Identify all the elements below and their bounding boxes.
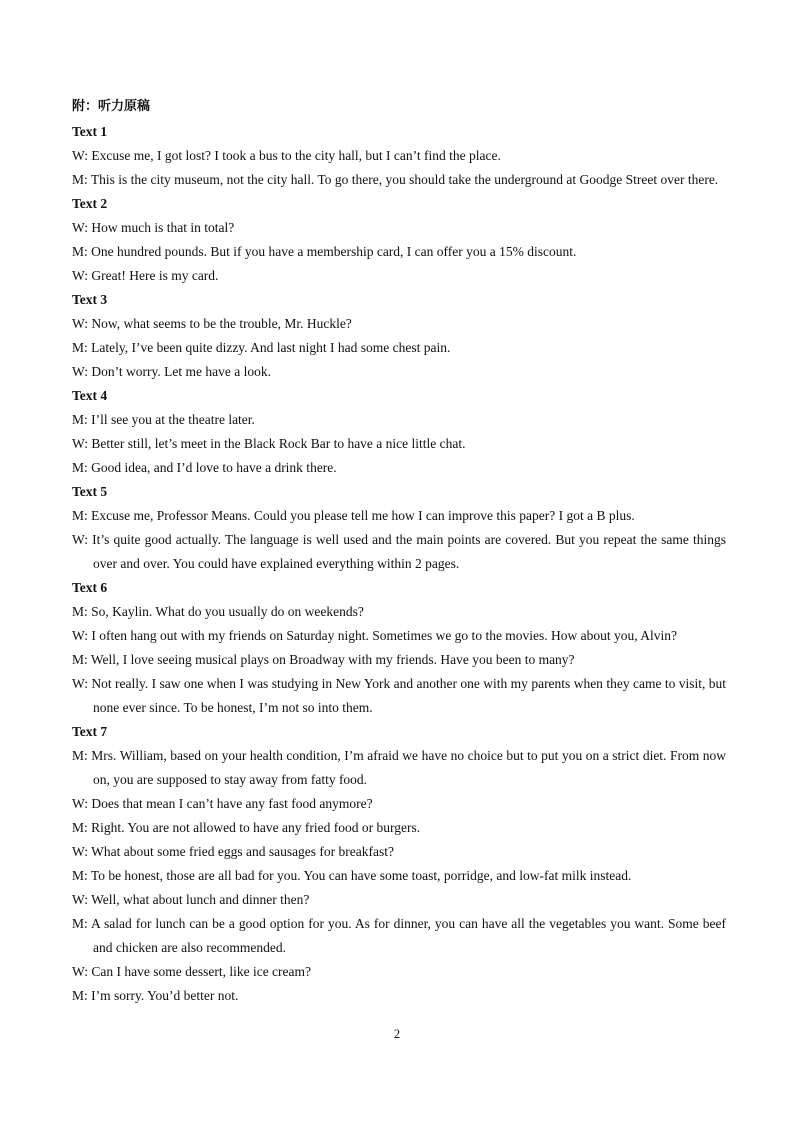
- dialogue-line: W: Excuse me, I got lost? I took a bus to the city hall, but I can’t find the place.: [72, 148, 501, 163]
- dialogue-line: W: Great! Here is my card.: [72, 268, 219, 283]
- transcript-section: [72, 288, 726, 384]
- dialogue-line: M: I’m sorry. You’d better not.: [72, 988, 239, 1003]
- transcript-section: [72, 576, 726, 720]
- dialogue-line: W: What about some fried eggs and sausages for breakfast?: [72, 844, 395, 859]
- dialogue-line: M: I’ll see you at the theatre later.: [72, 412, 255, 427]
- document-body: [72, 96, 726, 1008]
- dialogue-line: W: I often hang out with my friends on Saturday night. Sometimes we go to the movies. How about you, Alvin?: [72, 628, 678, 643]
- dialogue-line: M: This is the city museum, not the city hall. To go there, you should take the underground at Goodge Street over there.: [72, 172, 719, 187]
- dialogue-line: M: One hundred pounds. But if you have a membership card, I can offer you a 15% discount.: [72, 244, 577, 259]
- dialogue-line: W: Not really. I saw one when I was studying in New York and another one with my parents when they came to visit, but none ever since. To be honest, I’m not so into them.: [72, 676, 726, 715]
- transcript-section: [72, 192, 726, 288]
- section-title: Text 6: [72, 580, 108, 595]
- dialogue-line: M: To be honest, those are all bad for you. You can have some toast, porridge, and low-fat milk instead.: [72, 868, 632, 883]
- section-title: Text 3: [72, 292, 108, 307]
- appendix-heading: 附：听力原稿: [72, 99, 151, 114]
- transcript-section: [72, 720, 726, 1008]
- section-title: Text 2: [72, 196, 108, 211]
- transcript-section: [72, 120, 726, 192]
- transcript-section: [72, 480, 726, 576]
- dialogue-line: M: Right. You are not allowed to have any fried food or burgers.: [72, 820, 421, 835]
- dialogue-line: M: Mrs. William, based on your health condition, I’m afraid we have no choice but to put you on a strict diet. From now on, you are supposed to stay away from fatty food.: [72, 748, 726, 787]
- dialogue-line: M: Good idea, and I’d love to have a drink there.: [72, 460, 337, 475]
- dialogue-line: M: Excuse me, Professor Means. Could you please tell me how I can improve this paper? I got a B plus.: [72, 508, 635, 523]
- dialogue-line: M: A salad for lunch can be a good option for you. As for dinner, you can have all the vegetables you want. Some beef and chicken are also recommended.: [72, 916, 726, 955]
- dialogue-line: W: Well, what about lunch and dinner then?: [72, 892, 310, 907]
- dialogue-line: W: Does that mean I can’t have any fast food anymore?: [72, 796, 373, 811]
- dialogue-line: M: So, Kaylin. What do you usually do on weekends?: [72, 604, 364, 619]
- dialogue-line: W: Now, what seems to be the trouble, Mr. Huckle?: [72, 316, 352, 331]
- dialogue-line: W: It’s quite good actually. The language is well used and the main points are covered. But you repeat the same things over and over. You could have explained everything within 2 pages.: [72, 532, 726, 571]
- transcript-section: [72, 384, 726, 480]
- section-title: Text 1: [72, 124, 108, 139]
- section-title: Text 7: [72, 724, 108, 739]
- page-number: 2: [393, 1027, 401, 1041]
- dialogue-line: W: Better still, let’s meet in the Black Rock Bar to have a nice little chat.: [72, 436, 466, 451]
- dialogue-line: M: Lately, I’ve been quite dizzy. And last night I had some chest pain.: [72, 340, 451, 355]
- transcript-sections: [72, 120, 726, 1008]
- dialogue-line: W: Don’t worry. Let me have a look.: [72, 364, 271, 379]
- section-title: Text 4: [72, 388, 108, 403]
- dialogue-line: W: Can I have some dessert, like ice cream?: [72, 964, 312, 979]
- dialogue-line: W: How much is that in total?: [72, 220, 235, 235]
- dialogue-line: M: Well, I love seeing musical plays on Broadway with my friends. Have you been to many?: [72, 652, 575, 667]
- section-title: Text 5: [72, 484, 108, 499]
